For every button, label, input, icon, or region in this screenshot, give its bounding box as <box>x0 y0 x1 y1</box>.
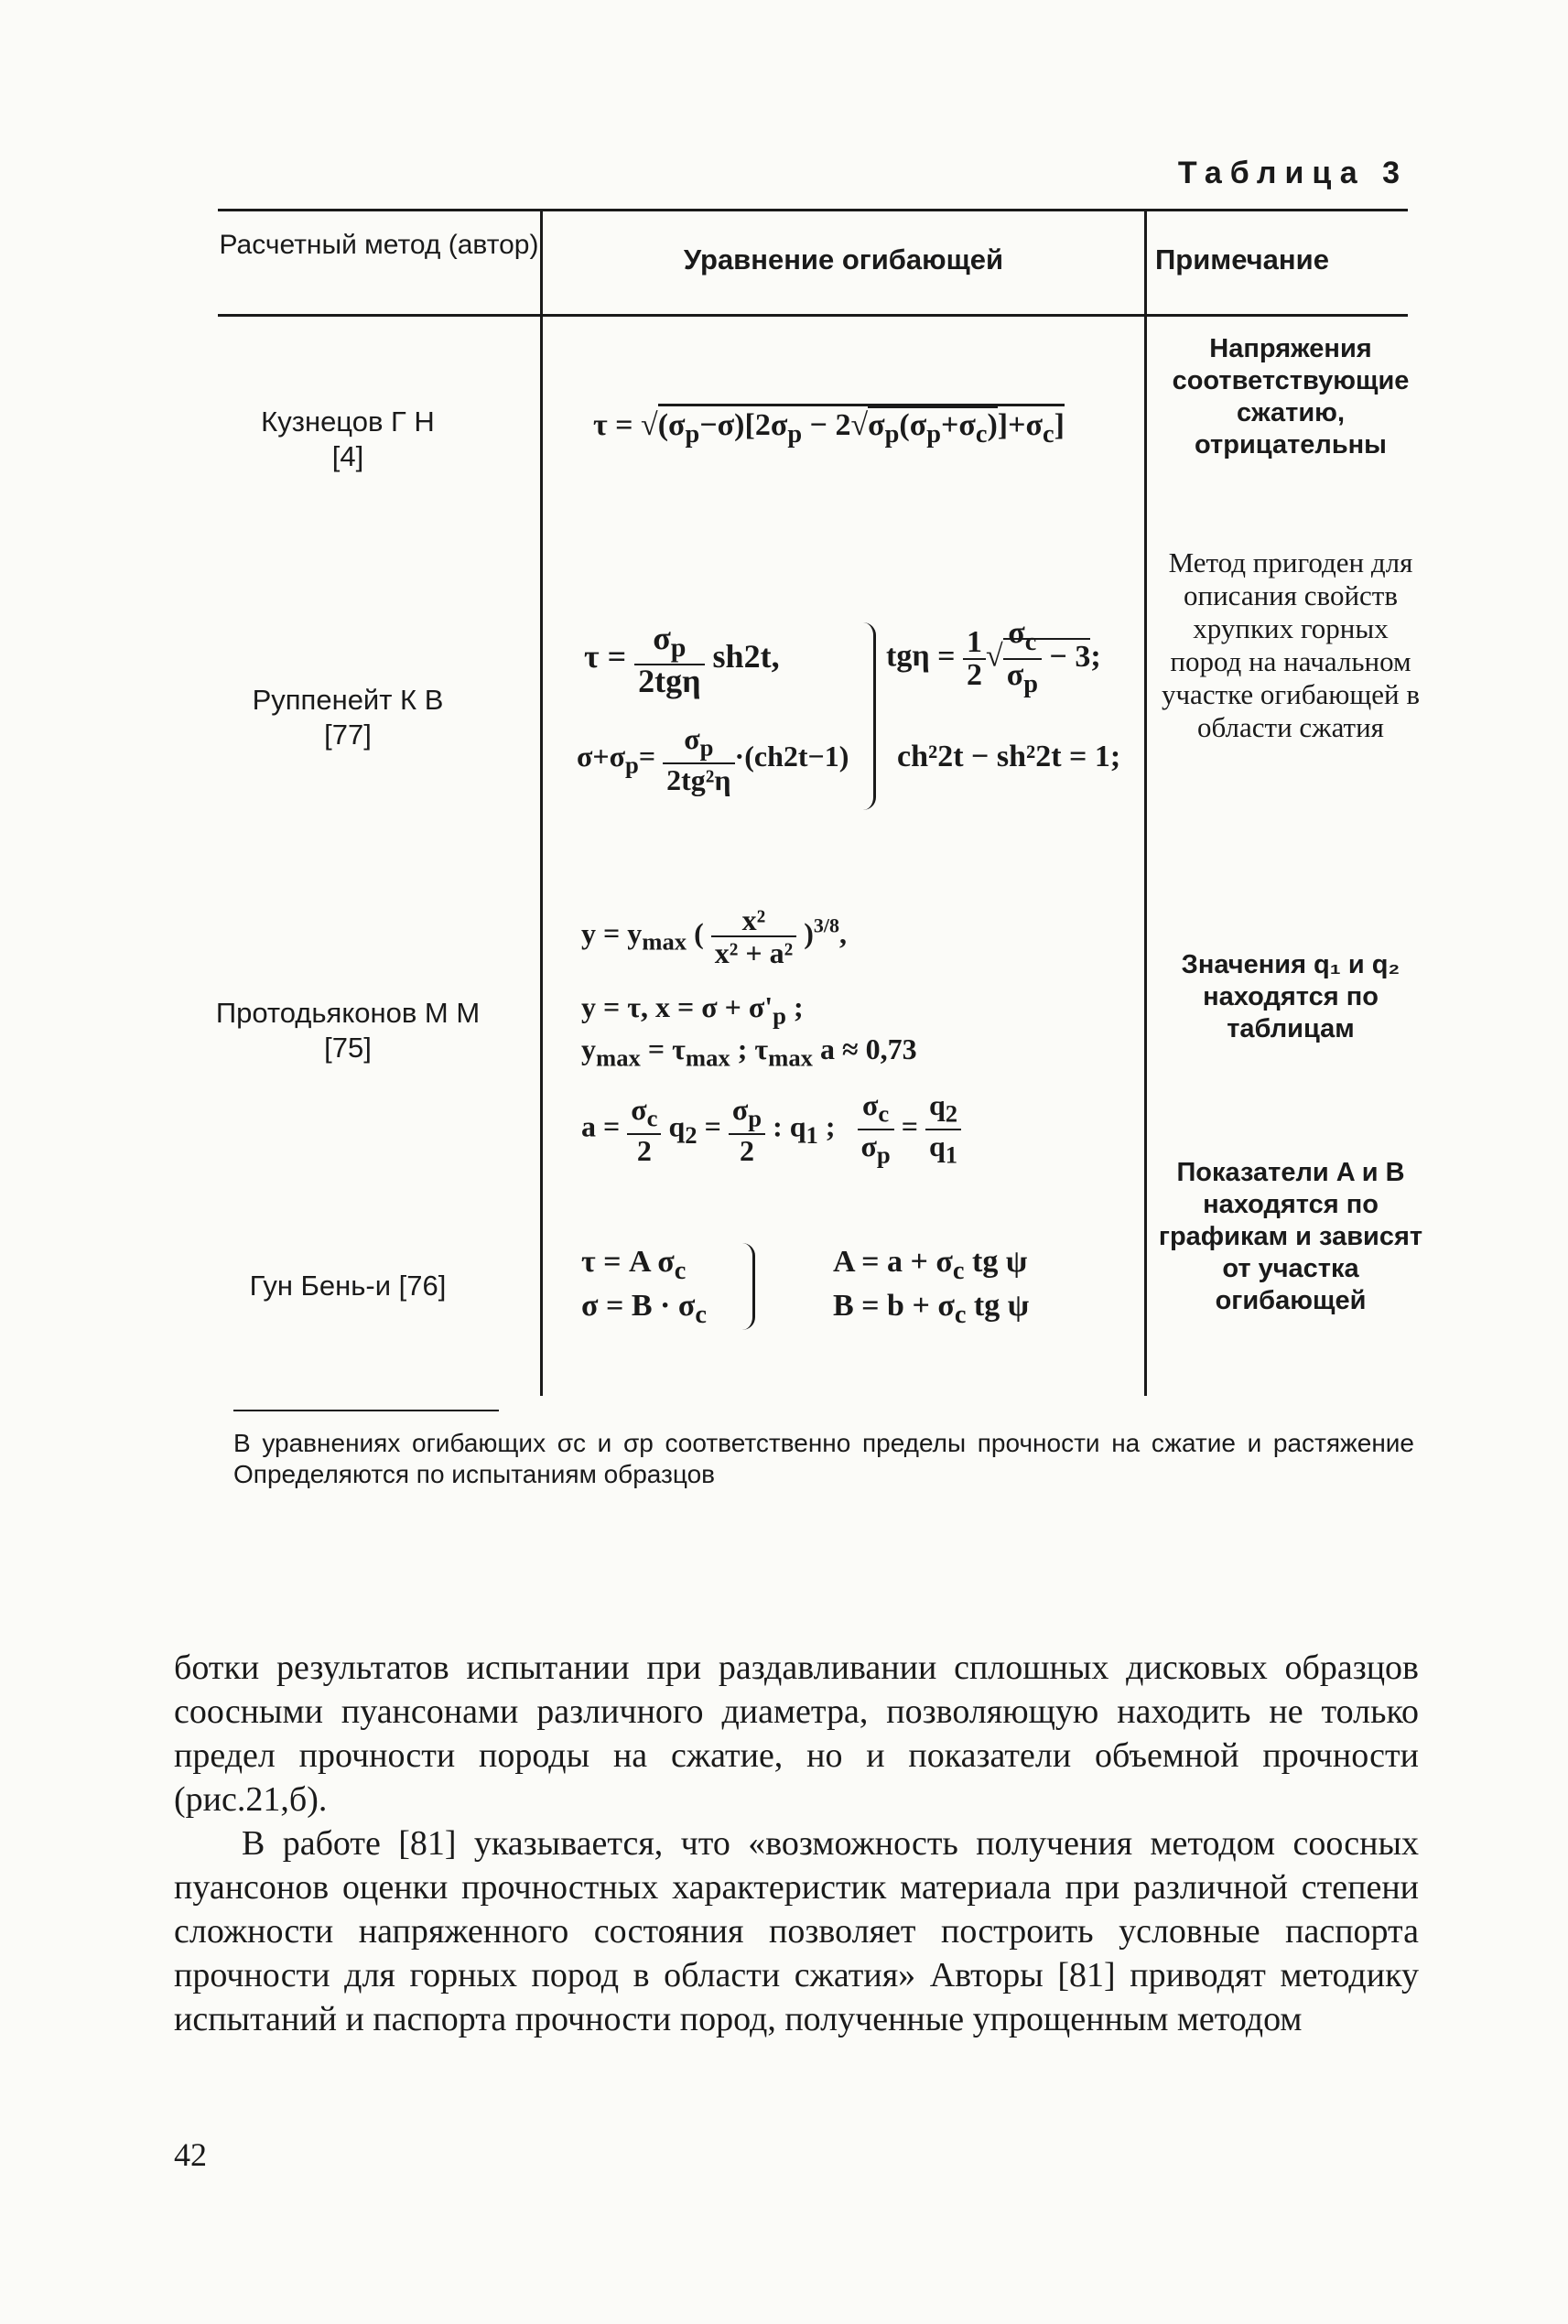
body-paragraph: ботки результатов испытании при раздавливании сплошных дисковых образцов соосными пуансонами различного диаметра, позволяющую находить не только предел прочности породы на сжатие, но и показатели объемной прочности (рис.21,б). <box>174 1648 1419 1819</box>
table-top-rule <box>218 209 1408 211</box>
table-footnote: В уравнениях огибающих σc и σp соответственно пределы прочности на сжатие и растяжение Определяются по испытаниям образцов <box>233 1429 1414 1488</box>
author-ref: [77] <box>324 719 372 751</box>
formula-kuznetsov: $\tau = √(\sigma_p-\sigma)[2\sigma_p - 2√\sigma_p(\sigma_p+\sigma_c)]+\sigma_c$] <box>593 408 1065 449</box>
page-number: 42 <box>174 2136 207 2173</box>
header-method: Расчетный метод (автор) <box>219 230 539 260</box>
note-kuznetsov: Напряжения соответствующие сжатию, отрицательны <box>1172 334 1410 459</box>
author-name: Кузнецов Г Н <box>261 405 435 438</box>
author-name: Руппенейт К В <box>252 684 444 716</box>
author-protodyakonov <box>183 996 513 1065</box>
formula-protodyakonov-y: $y = y_{max}$ ( $\frac{\text{x²}}{\text{x² + a²}}$ )$^{3/8}$, <box>581 903 847 969</box>
author-ruppeneit <box>183 683 513 752</box>
author-name: Протодьяконов М М <box>215 997 481 1029</box>
table-column-divider <box>1144 209 1147 1396</box>
author-name: Гун Бень-и [76] <box>249 1270 447 1302</box>
note-ruppeneit: Метод пригоден для описания свойств хрупких горных пород на начальном участке огибающей в области сжатия <box>1161 546 1421 743</box>
brace-ruppeneit <box>860 622 876 810</box>
table-header-rule <box>218 314 1408 317</box>
formula-ruppeneit-sigma: $\sigma+\sigma_p=$ $\frac{\sigma_p}{\text{2tg²η}}$ ·(ch2t−1) <box>577 722 849 797</box>
formula-ruppeneit-tgeta: tgη = $\frac{1}{2}$ √ $\frac{\sigma_c}{\sigma_p}$ − 3; <box>886 616 1101 698</box>
author-gun-ben-i <box>183 1269 513 1303</box>
table-caption: Таблица 3 <box>1177 156 1408 190</box>
header-equation: Уравнение огибающей <box>683 243 1004 276</box>
author-kuznetsov <box>183 405 513 474</box>
formula-gun-tau: τ = A $\sigma_c$ <box>581 1245 687 1285</box>
footnote-rule <box>233 1410 499 1411</box>
body-paragraph: В работе [81] указывается, что «возможность получения методом соосных пуансонов оценки прочностных характеристик материала при различной степени сложности напряженного состояния позволяет построить условные паспорта прочности для горных пород в области сжатия» Авторы [81] приводят методику испытаний и паспорта прочности пород, полученные упрощенным методом <box>174 1824 1419 2038</box>
table-column-divider <box>540 209 543 1396</box>
note-gun-ben-i: Показатели A и B находятся по графикам и зависят от участка огибающей <box>1158 1158 1423 1315</box>
formula-ruppeneit-identity: ch²2t − sh²2t = 1; <box>897 740 1121 773</box>
formula-ruppeneit-tau: τ = $\frac{\sigma_p}{\text{2tgη}}$ sh2t, <box>584 620 780 700</box>
note-protodyakonov: Значения q₁ и q₂ находятся по таблицам <box>1181 950 1400 1043</box>
brace-gun <box>740 1243 755 1330</box>
formula-protodyakonov-sub: y = τ, $x = \sigma + \sigma'_p$ ; <box>581 990 804 1030</box>
formula-gun-a: $A = a + \sigma_c$ tg ψ <box>833 1245 1028 1285</box>
author-ref: [75] <box>324 1032 372 1064</box>
formula-gun-sigma: $\sigma = B \cdot \sigma_c$ <box>581 1289 707 1329</box>
author-ref: [4] <box>331 440 364 472</box>
header-note: Примечание <box>1155 243 1329 276</box>
formula-protodyakonov-q: a = $\frac{\sigma_c}{2}$ $q_2$ = $\frac{\sigma_p}{2}$ : $q_1$ ; $\frac{\sigma_c}{\sigma_p}$ = $\frac{q_2}{q_1}$ <box>581 1089 961 1171</box>
formula-protodyakonov-max: $y_{max} = \tau_{max}$ ; $\tau_{max}$ a ≈ 0,73 <box>581 1032 917 1072</box>
formula-gun-b: $B = b + \sigma_c$ tg ψ <box>833 1289 1030 1329</box>
